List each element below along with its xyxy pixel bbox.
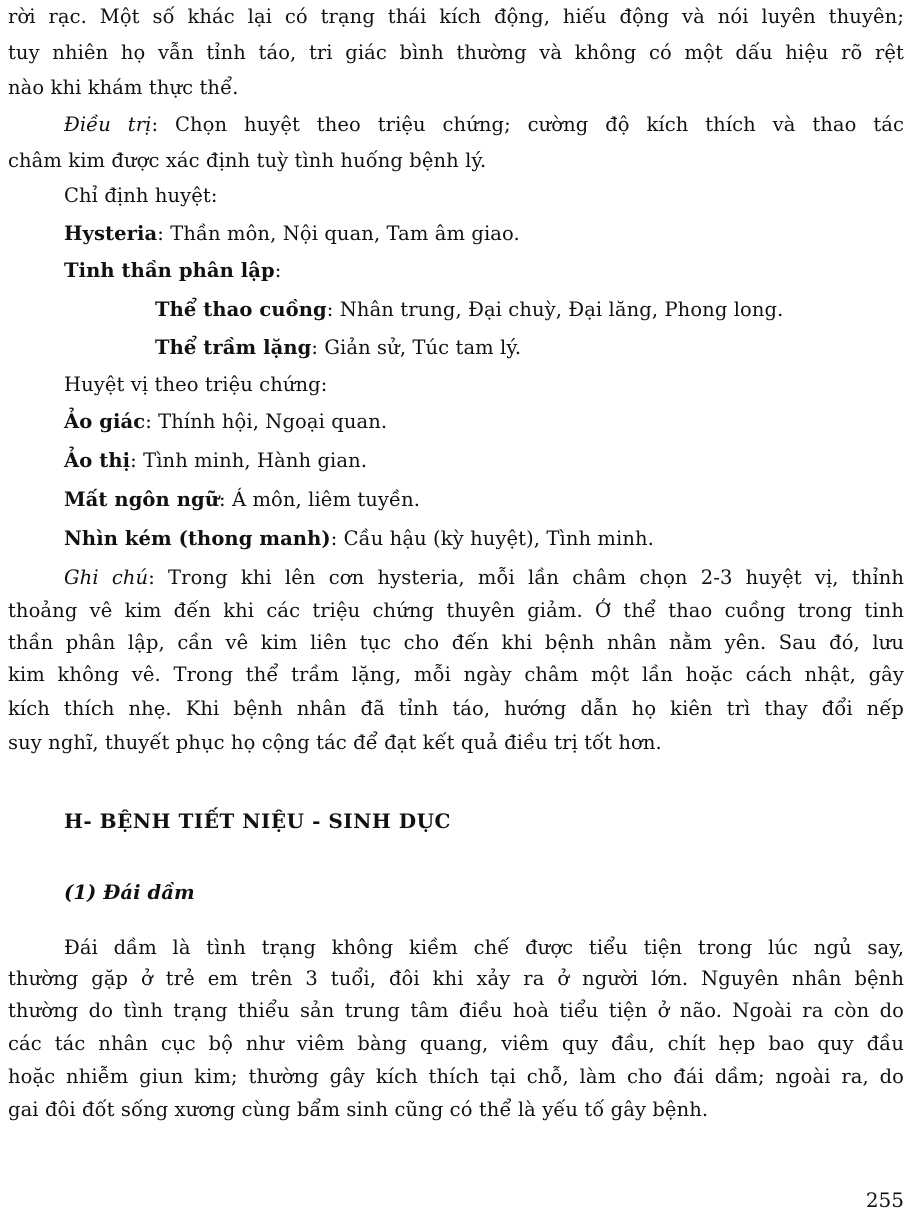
text-line: suy nghĩ, thuyết phục họ cộng tác để đạt kết quả điều trị tốt hơn. [8, 731, 662, 754]
text-line: thường gặp ở trẻ em trên 3 tuổi, đôi khi xảy ra ở người lớn. Nguyên nhân bệnh [8, 967, 904, 990]
hysteria-line [64, 221, 520, 247]
text-line: hoặc nhiễm giun kim; thường gây kích thích tại chỗ, làm cho đái dầm; ngoài ra, do [8, 1065, 904, 1088]
text-line: châm kim được xác định tuỳ tình huống bệnh lý. [8, 149, 487, 172]
section-heading: H- BỆNH TIẾT NIỆU - SINH DỤC [64, 809, 451, 833]
text-line: Đái dầm là tình trạng không kiềm chế được tiểu tiện trong lúc ngủ say, [64, 936, 904, 959]
note-label: Ghi chú [64, 566, 149, 589]
schizophrenia-line [64, 258, 281, 284]
text-line: thần phân lập, cần vê kim liên tục cho đến khi bệnh nhân nằm yên. Sau đó, lưu [8, 631, 904, 654]
text-line: kim không vê. Trong thể trầm lặng, mỗi ngày châm một lần hoặc cách nhật, gây [8, 663, 904, 686]
term-label: Ảo giác [64, 410, 146, 433]
term-label: Thể thao cuồng [155, 298, 327, 321]
text-line: thường do tình trạng thiểu sản trung tâm điều hoà tiểu tiện ở não. Ngoài ra còn do [8, 999, 904, 1022]
manic-type-line [155, 297, 783, 323]
term-text: : Tình minh, Hành gian. [130, 449, 368, 472]
text-line: nào khi khám thực thể. [8, 76, 239, 99]
term-text: : Thần môn, Nội quan, Tam âm giao. [157, 222, 520, 245]
text-line: tuy nhiên họ vẫn tỉnh táo, tri giác bình thường và không có một dấu hiệu rõ rệt [8, 41, 904, 64]
hallucination-line [64, 409, 387, 435]
text-line: thoảng vê kim đến khi các triệu chứng thuyên giảm. Ở thể thao cuồng trong tinh [8, 599, 904, 622]
poor-vision-line [64, 526, 654, 552]
treatment-label: Điều trị [64, 113, 152, 136]
term-label: Nhìn kém (thong manh) [64, 527, 331, 550]
subsection-heading: (1) Đái dầm [64, 881, 195, 904]
page-number: 255 [865, 1188, 904, 1212]
visual-hallucination-line [64, 448, 367, 474]
text-line: kích thích nhẹ. Khi bệnh nhân đã tỉnh táo, hướng dẫn họ kiên trì thay đổi nếp [8, 697, 904, 720]
text-line: gai đôi đốt sống xương cùng bẩm sinh cũng có thể là yếu tố gây bệnh. [8, 1098, 709, 1121]
treatment-text: : Chọn huyệt theo triệu chứng; cường độ kích thích và thao tác [151, 113, 904, 136]
term-label: Thể trầm lặng [155, 336, 312, 359]
text-line: các tác nhân cục bộ như viêm bàng quang, viêm quy đầu, chít hẹp bao quy đầu [8, 1032, 904, 1055]
term-text: : [274, 259, 282, 282]
aphasia-line [64, 487, 420, 513]
term-label: Tinh thần phân lập [64, 259, 275, 282]
treatment-line [64, 112, 904, 140]
depressive-type-line [155, 335, 521, 361]
term-text: : Cầu hậu (kỳ huyệt), Tình minh. [330, 527, 654, 550]
term-label: Mất ngôn ngữ [64, 488, 219, 511]
term-text: : Giản sử, Túc tam lý. [311, 336, 522, 359]
text-line: Huyệt vị theo triệu chứng: [64, 373, 328, 396]
term-text: : Á môn, liêm tuyền. [219, 488, 421, 511]
term-label: Ảo thị [64, 449, 131, 472]
text-line: Chỉ định huyệt: [64, 184, 218, 207]
term-label: Hysteria [64, 222, 158, 245]
note-line [64, 565, 904, 593]
term-text: : Nhân trung, Đại chuỳ, Đại lăng, Phong long. [326, 298, 784, 321]
term-text: : Thính hội, Ngoại quan. [145, 410, 388, 433]
text-line: rời rạc. Một số khác lại có trạng thái kích động, hiếu động và nói luyên thuyên; [8, 5, 904, 28]
note-text: : Trong khi lên cơn hysteria, mỗi lần châm chọn 2-3 huyệt vị, thỉnh [148, 566, 904, 589]
